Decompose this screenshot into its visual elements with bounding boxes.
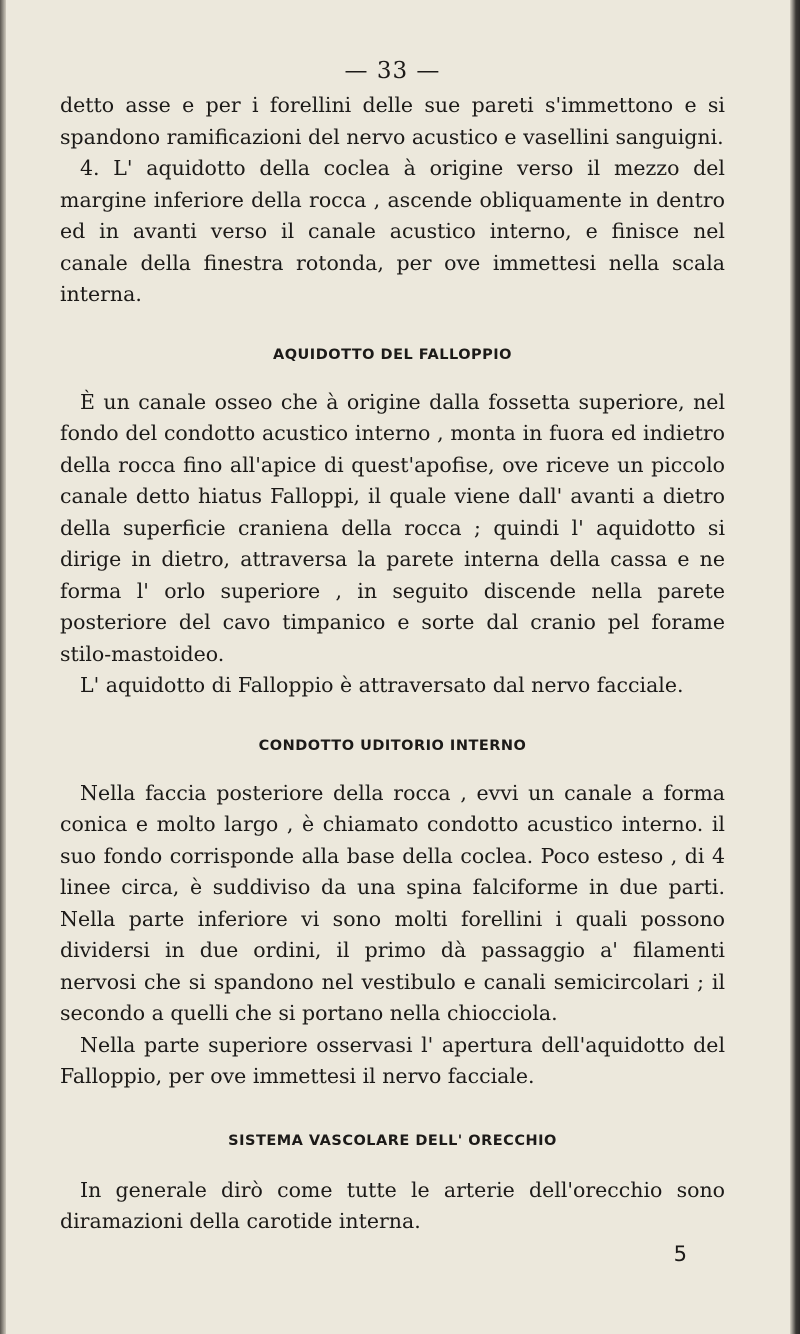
condotto-paragraph-1: Nella faccia posteriore della rocca , evvi un canale a forma conica e molto largo , è chiamato condotto acustico interno. il suo fondo corrisponde alla base della coclea. Poco esteso , di 4 linee circa, è suddiviso da una spina falciforme in due parti. Nella parte inferiore vi sono molti forellini i quali possono dividersi in due ordini, il primo dà passaggio a' filamenti nervosi che si spandono nel vestibulo e canali semicircolari ; il secondo a quelli che si portano nella chiocciola. xyxy=(60,780,725,1025)
scan-right-edge xyxy=(790,0,800,1334)
book-page xyxy=(60,58,725,1266)
item-4-paragraph: 4. L' aquidotto della coclea à origine verso il mezzo del margine inferiore della rocca , ascende obliquamente in dentro ed in avanti verso il canale acustico interno, e finisce nel canale della finestra rotonda, per ove immettesi nella scala interna. xyxy=(60,156,725,306)
sistema-paragraph-1: In generale dirò come tutte le arterie dell'orecchio sono diramazioni della carotide interna. xyxy=(60,1177,725,1233)
signature-mark: 5 xyxy=(673,1241,687,1266)
condotto-paragraph-2: Nella parte superiore osservasi l' apertura dell'aquidotto del Falloppio, per ove immettesi il nervo facciale. xyxy=(60,1032,725,1088)
aquidotto-paragraph-1: È un canale osseo che à origine dalla fossetta superiore, nel fondo del condotto acustico interno , monta in fuora ed indietro della rocca fino all'apice di quest'apofise, ove riceve un piccolo canale detto hiatus Falloppi, il quale viene dall' avanti a dietro della superficie craniena della rocca ; quindi l' aquidotto si dirige in dietro, attraversa la parete interna della cassa e ne forma l' orlo superiore , in seguito discende nella parete posteriore del cavo timpanico e sorte dal cranio pel forame stilo-mastoideo. xyxy=(60,389,725,666)
section-heading-condotto: CONDOTTO UDITORIO INTERNO xyxy=(258,737,527,754)
section-heading-aquidotto: AQUIDOTTO DEL FALLOPPIO xyxy=(272,346,513,363)
scan-left-edge xyxy=(0,0,6,1334)
intro-paragraph: detto asse e per i forellini delle sue pareti s'immettono e si spandono ramificazioni del nervo acustico e vasellini sanguigni. xyxy=(60,93,725,149)
aquidotto-paragraph-2: L' aquidotto di Falloppio è attraversato dal nervo facciale. xyxy=(80,673,684,697)
section-heading-sistema: SISTEMA VASCOLARE DELL' ORECCHIO xyxy=(228,1132,557,1149)
page-number: — 33 — xyxy=(344,58,441,84)
